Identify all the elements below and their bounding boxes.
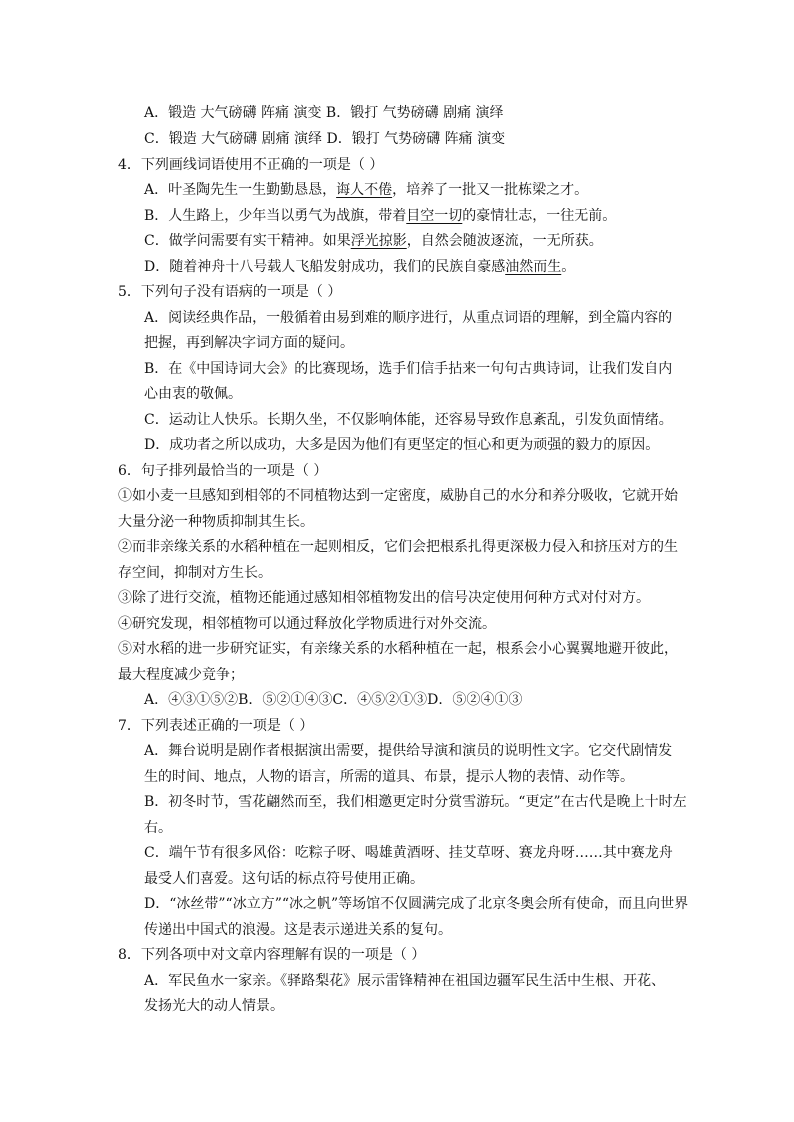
q5-option-b-line1: B．在《中国诗词大会》的比赛现场，选手们信手拈来一句句古典诗词，让我们发自内 — [144, 361, 673, 377]
q4-underlined-word-a: 诲人不倦 — [336, 182, 393, 198]
q6-sentence-1-line1: ①如小麦一旦感知到相邻的不同植物达到一定密度，威胁自己的水分和养分吸收，它就开始 — [118, 488, 678, 504]
q7-option-d-line2: 传递出中国式的浪漫。这是表示递进关系的复句。 — [144, 922, 452, 938]
q6-stem: 6．句子排列最恰当的一项是（ ） — [118, 463, 328, 479]
q4-option-a: A．叶圣陶先生一生勤勤恳恳，诲人不倦，培养了一批又一批栋梁之才。 — [144, 182, 589, 198]
q5-option-a-line2: 把握，再到解决字词方面的疑问。 — [144, 335, 354, 351]
q7-stem: 7．下列表述正确的一项是（ ） — [118, 718, 314, 734]
q6-sentence-2-line2: 存空间，抑制对方生长。 — [118, 565, 272, 581]
q4-underlined-word-b: 目空一切 — [406, 208, 463, 224]
q6-sentence-5-line1: ⑤对水稻的进一步研究证实，有亲缘关系的水稻种植在一起，根系会小心翼翼地避开彼此， — [118, 641, 678, 657]
q6-options: A．④③①⑤②B．⑤②①④③C．④⑤②①③D．⑤②④①③ — [144, 692, 523, 708]
q4-underlined-word-d: 油然而生 — [505, 259, 562, 275]
q4-underlined-word-c: 浮光掠影 — [350, 233, 407, 249]
q3-option-ab: A．锻造 大气磅礴 阵痛 演变 B．锻打 气势磅礴 剧痛 演绎 — [144, 105, 504, 121]
q6-sentence-1-line2: 大量分泌一种物质抑制其生长。 — [118, 514, 314, 530]
q5-option-d: D．成功者之所以成功，大多是因为他们有更坚定的恒心和更为顽强的毅力的原因。 — [144, 437, 660, 453]
q5-option-c: C．运动让人快乐。长期久坐，不仅影响体能，还容易导致作息紊乱，引发负面情绪。 — [144, 412, 673, 428]
q7-option-c-line1: C．端午节有很多风俗：吃粽子呀、喝雄黄酒呀、挂艾草呀、赛龙舟呀……其中赛龙舟 — [144, 845, 673, 861]
q7-option-a-line2: 生的时间、地点，人物的语言，所需的道具、布景，提示人物的表情、动作等。 — [144, 769, 634, 785]
q4-option-c: C．做学问需要有实干精神。如果浮光掠影，自然会随波逐流，一无所获。 — [144, 233, 603, 249]
q7-option-a-line1: A．舞台说明是剧作者根据演出需要，提供给导演和演员的说明性文字。它交代剧情发 — [144, 743, 673, 759]
q8-stem: 8．下列各项中对文章内容理解有误的一项是（ ） — [118, 947, 426, 963]
q5-option-b-line2: 心由衷的敬佩。 — [144, 386, 242, 402]
q5-stem: 5．下列句子没有语病的一项是（ ） — [118, 284, 342, 300]
q7-option-b-line2: 右。 — [144, 820, 172, 836]
q6-sentence-3: ③除了进行交流，植物还能通过感知相邻植物发出的信号决定使用何种方式对付对方。 — [118, 590, 650, 606]
q5-option-a-line1: A．阅读经典作品，一般循着由易到难的顺序进行，从重点词语的理解，到全篇内容的 — [144, 310, 673, 326]
q4-option-d: D．随着神舟十八号载人飞船发射成功，我们的民族自豪感油然而生。 — [144, 259, 576, 275]
q6-sentence-2-line1: ②而非亲缘关系的水稻种植在一起则相反，它们会把根系扎得更深极力侵入和挤压对方的生 — [118, 539, 678, 555]
q7-option-b-line1: B．初冬时节，雪花翩然而至，我们相邀更定时分赏雪游玩。“更定”在古代是晚上十时左 — [144, 794, 687, 810]
q7-option-d-line1: D．“冰丝带”“冰立方”“冰之帆”等场馆不仅圆满完成了北京冬奥会所有使命，而且向世界 — [144, 896, 689, 912]
q3-option-cd: C．锻造 大气磅礴 剧痛 演绎 D．锻打 气势磅礴 阵痛 演变 — [144, 131, 506, 147]
q7-option-c-line2: 最受人们喜爱。这句话的标点符号使用正确。 — [144, 871, 424, 887]
q8-option-a-line2: 发扬光大的动人情景。 — [144, 998, 284, 1014]
q8-option-a-line1: A．军民鱼水一家亲。《驿路梨花》展示雷锋精神在祖国边疆军民生活中生根、开花、 — [144, 973, 666, 989]
q4-stem: 4．下列画线词语使用不正确的一项是（ ） — [118, 157, 384, 173]
q6-sentence-5-line2: 最大程度减少竞争； — [118, 667, 244, 683]
q4-option-b: B．人生路上，少年当以勇气为战旗，带着目空一切的豪情壮志，一往无前。 — [144, 208, 617, 224]
q6-sentence-4: ④研究发现，相邻植物可以通过释放化学物质进行对外交流。 — [118, 616, 496, 632]
